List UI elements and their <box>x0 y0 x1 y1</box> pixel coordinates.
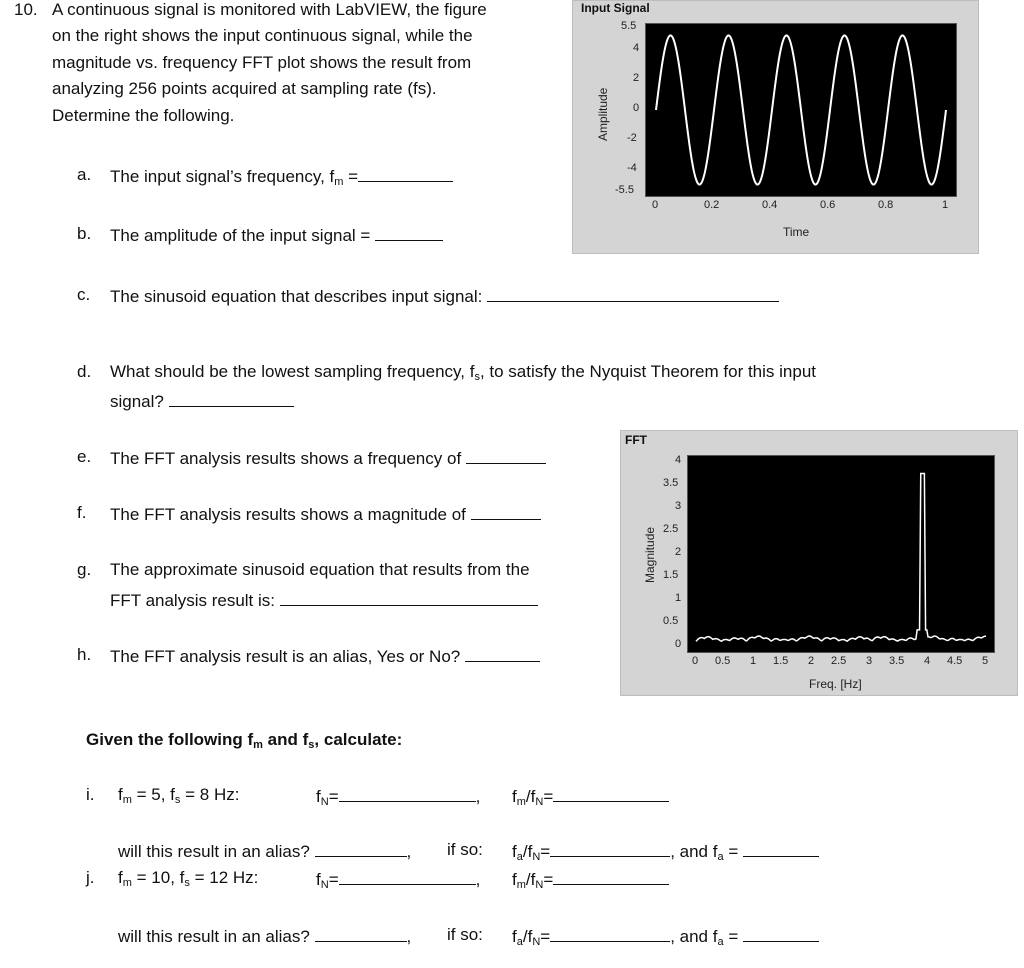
part-i-fa-eq: = <box>540 842 551 861</box>
part-i-fa-label: f <box>512 842 517 861</box>
part-i-fa <box>512 840 819 862</box>
fft-xtick: 4.5 <box>947 655 963 667</box>
fft-ytick: 2 <box>675 546 682 558</box>
item-d-sub: s <box>474 371 480 383</box>
input-signal-ytick: 2 <box>633 72 640 85</box>
given-sub2: s <box>308 739 315 751</box>
answer-f-blank[interactable] <box>471 503 541 520</box>
part-j-fn-eq: = <box>328 870 339 889</box>
part-j-fm-val: = 10, f <box>131 868 185 887</box>
part-i-and-fa-eq: = <box>723 842 739 861</box>
input-signal-ylabel: Amplitude <box>596 87 610 141</box>
part-j-and-fa-blank[interactable] <box>743 925 819 942</box>
part-j-fa <box>512 925 819 947</box>
item-a-tail: = <box>343 167 359 186</box>
part-j-params <box>118 868 258 888</box>
part-j-and-fa-sub: a <box>717 936 724 948</box>
part-j-alias: will this result in an alias? , <box>118 927 412 946</box>
fft-xtick: 3 <box>866 655 873 667</box>
part-j-ratio-label: f <box>512 870 517 889</box>
part-i-ratio-sub1: m <box>516 796 526 808</box>
part-i-fm-val: = 5, f <box>131 785 175 804</box>
part-j-ratio-blank[interactable] <box>553 868 669 885</box>
item-h-letter: h. <box>77 645 92 664</box>
part-i-ratio-sub2: N <box>535 796 544 808</box>
input-signal-ytick: -2 <box>627 131 637 144</box>
answer-e-blank[interactable] <box>466 447 546 464</box>
input-signal-ytick: 5.5 <box>621 20 637 32</box>
fft-xtick: 0.5 <box>715 655 731 667</box>
part-i-and-fa-sub: a <box>717 851 724 863</box>
fft-ylabel: Magnitude <box>643 526 657 583</box>
item-d-text3: signal? <box>110 392 164 411</box>
part-i-fs-sub: s <box>174 794 181 806</box>
input-signal-xtick: 0.4 <box>762 199 778 211</box>
fft-xtick: 2.5 <box>831 655 847 667</box>
item-a-sub: m <box>334 176 344 188</box>
part-j-alias-q: will this result in an alias? <box>118 927 310 946</box>
part-j-ratio <box>512 868 669 890</box>
answer-d-blank[interactable] <box>169 390 294 407</box>
given-heading <box>86 730 402 750</box>
fft-ytick: 0.5 <box>663 615 679 627</box>
fft-ytick: 2.5 <box>663 523 679 535</box>
item-h-text: The FFT analysis result is an alias, Yes or No? <box>110 647 461 666</box>
given-post: , calculate: <box>314 730 403 749</box>
part-i-fn-sub: N <box>320 796 329 808</box>
given-pre: Given the following f <box>86 730 254 749</box>
item-d-line2 <box>110 390 294 412</box>
input-signal-ytick: 0 <box>633 102 640 114</box>
fft-xtick: 1.5 <box>773 655 789 667</box>
question-line-4: analyzing 256 points acquired at sampling rate (fs). <box>52 79 437 98</box>
part-i-ratio-label: f <box>512 787 517 806</box>
item-d-letter: d. <box>77 362 92 381</box>
part-i-ifso: if so: <box>447 840 483 859</box>
part-j-and-fa: , and f <box>670 927 718 946</box>
part-i-and-fa: , and f <box>670 842 718 861</box>
item-b-letter: b. <box>77 224 92 243</box>
item-g-letter: g. <box>77 560 92 579</box>
part-j-fa-sub2: N <box>532 936 541 948</box>
item-f-text: The FFT analysis results shows a magnitude of <box>110 505 466 524</box>
item-f <box>110 503 541 525</box>
fft-ytick: 3.5 <box>663 477 679 489</box>
part-i-and-fa-blank[interactable] <box>743 840 819 857</box>
item-a-text: The input signal’s frequency, f <box>110 167 335 186</box>
part-i-fn-label: f <box>316 787 321 806</box>
part-i-alias-blank[interactable] <box>315 840 407 857</box>
answer-h-blank[interactable] <box>465 645 540 662</box>
question-line-1: A continuous signal is monitored with LabVIEW, the figure <box>52 0 487 19</box>
part-j-fa-sub: a <box>516 936 523 948</box>
fft-trace <box>696 474 986 642</box>
given-mid: and f <box>262 730 309 749</box>
fft-xtick: 1 <box>750 655 757 667</box>
input-signal-xtick: 0.8 <box>878 199 894 211</box>
part-i-fa-slash: /f <box>522 842 533 861</box>
part-i-fn-blank[interactable] <box>339 785 476 802</box>
part-j-fn-sub: N <box>320 879 329 891</box>
item-e-letter: e. <box>77 447 92 466</box>
item-d-line1 <box>110 362 816 382</box>
fft-ytick: 3 <box>675 500 682 512</box>
item-a-letter: a. <box>77 165 92 184</box>
input-signal-title: Input Signal <box>581 1 650 15</box>
input-signal-ytick: -4 <box>627 161 637 174</box>
item-h <box>110 645 540 667</box>
part-i-fa-sub: a <box>516 851 523 863</box>
part-j-fs-val: = 12 Hz: <box>189 868 259 887</box>
input-signal-plot <box>645 23 957 197</box>
input-signal-xtick: 0.6 <box>820 199 836 211</box>
answer-g-blank[interactable] <box>280 589 538 606</box>
part-i-alias-q: will this result in an alias? <box>118 842 310 861</box>
part-j-and-fa-eq: = <box>723 927 739 946</box>
item-c-text: The sinusoid equation that describes input signal: <box>110 287 483 306</box>
item-c <box>110 285 779 307</box>
part-i-ratio-blank[interactable] <box>553 785 669 802</box>
input-signal-trace <box>656 35 946 184</box>
item-d-text1: What should be the lowest sampling frequency, f <box>110 362 475 381</box>
item-e-text: The FFT analysis results shows a frequency of <box>110 449 462 468</box>
part-i-fa-sub2: N <box>532 851 541 863</box>
item-a <box>110 165 453 187</box>
part-i-fn: $f_N=$ , <box>316 787 481 808</box>
given-sub1: m <box>253 739 263 751</box>
fft-title: FFT <box>625 433 647 447</box>
input-signal-ytick: 4 <box>633 42 640 55</box>
item-g-line1: The approximate sinusoid equation that results from the <box>110 560 530 579</box>
part-i-ratio <box>512 785 669 807</box>
question-number: 10. <box>14 0 38 19</box>
part-i-alias: will this result in an alias? , <box>118 842 412 861</box>
fft-xlabel: Freq. [Hz] <box>809 677 862 691</box>
input-signal-panel <box>572 0 979 254</box>
fft-ytick: 1.5 <box>663 569 679 581</box>
part-i-fs-val: = 8 Hz: <box>180 785 240 804</box>
item-f-letter: f. <box>77 503 87 522</box>
fft-panel <box>620 430 1018 696</box>
part-i-params <box>118 785 239 805</box>
input-signal-xtick: 0 <box>652 199 659 211</box>
question-line-2: on the right shows the input continuous signal, while the <box>52 26 473 45</box>
part-i-fn-eq: = <box>328 787 339 806</box>
part-j-ratio-sub2: N <box>535 879 544 891</box>
item-d-text2: , to satisfy the Nyquist Theorem for this input <box>479 362 816 381</box>
part-i-ratio-eq: = <box>543 787 554 806</box>
fft-plot <box>687 455 995 653</box>
part-i-letter: i. <box>86 785 95 804</box>
fft-svg <box>688 456 994 652</box>
part-j-alias-blank[interactable] <box>315 925 407 942</box>
part-j-fa-slash: /f <box>522 927 533 946</box>
part-j-fm-sub: m <box>122 877 132 889</box>
item-g-text2: FFT analysis result is: <box>110 591 276 610</box>
part-j-fa-eq: = <box>540 927 551 946</box>
item-e <box>110 447 546 469</box>
part-j-fn-label: f <box>316 870 321 889</box>
part-j-letter: j. <box>86 868 95 887</box>
fft-xtick: 3.5 <box>889 655 905 667</box>
fft-xtick: 2 <box>808 655 815 667</box>
part-j-fa-label: f <box>512 927 517 946</box>
input-signal-ytick: -5.5 <box>615 184 634 196</box>
answer-a-blank[interactable] <box>358 165 453 182</box>
input-signal-xlabel: Time <box>783 225 810 239</box>
fft-xtick: 0 <box>692 655 699 667</box>
item-g-line2 <box>110 589 538 611</box>
answer-c-blank[interactable] <box>487 285 779 302</box>
fft-ytick: 0 <box>675 638 682 650</box>
part-i-fa-blank[interactable] <box>550 840 670 857</box>
input-signal-svg <box>646 24 956 196</box>
answer-b-blank[interactable] <box>375 224 443 241</box>
part-j-fs-sub: s <box>184 877 190 889</box>
part-i-fm-sub: m <box>122 794 132 806</box>
part-j-ratio-sub1: m <box>516 879 526 891</box>
part-j-ratio-slash: /f <box>525 870 536 889</box>
item-c-letter: c. <box>77 285 91 304</box>
fft-xtick: 5 <box>982 655 989 667</box>
part-i-fm: f <box>118 785 123 804</box>
item-b-text: The amplitude of the input signal = <box>110 226 371 245</box>
fft-ytick: 4 <box>675 454 682 466</box>
item-b <box>110 224 443 246</box>
question-line-3: magnitude vs. frequency FFT plot shows the result from <box>52 53 472 72</box>
input-signal-xtick: 0.2 <box>704 199 720 211</box>
part-i-ratio-slash: /f <box>525 787 536 806</box>
part-j-fm: f <box>118 868 123 887</box>
part-j-ifso: if so: <box>447 925 483 944</box>
part-j-ratio-eq: = <box>543 870 554 889</box>
input-signal-xtick: 1 <box>942 199 949 211</box>
fft-ytick: 1 <box>675 592 682 604</box>
part-j-fn-blank[interactable] <box>339 868 476 885</box>
part-j-fa-blank[interactable] <box>550 925 670 942</box>
question-line-5: Determine the following. <box>52 106 235 125</box>
fft-xtick: 4 <box>924 655 931 667</box>
part-j-fn: $f_N=$ , <box>316 870 481 891</box>
